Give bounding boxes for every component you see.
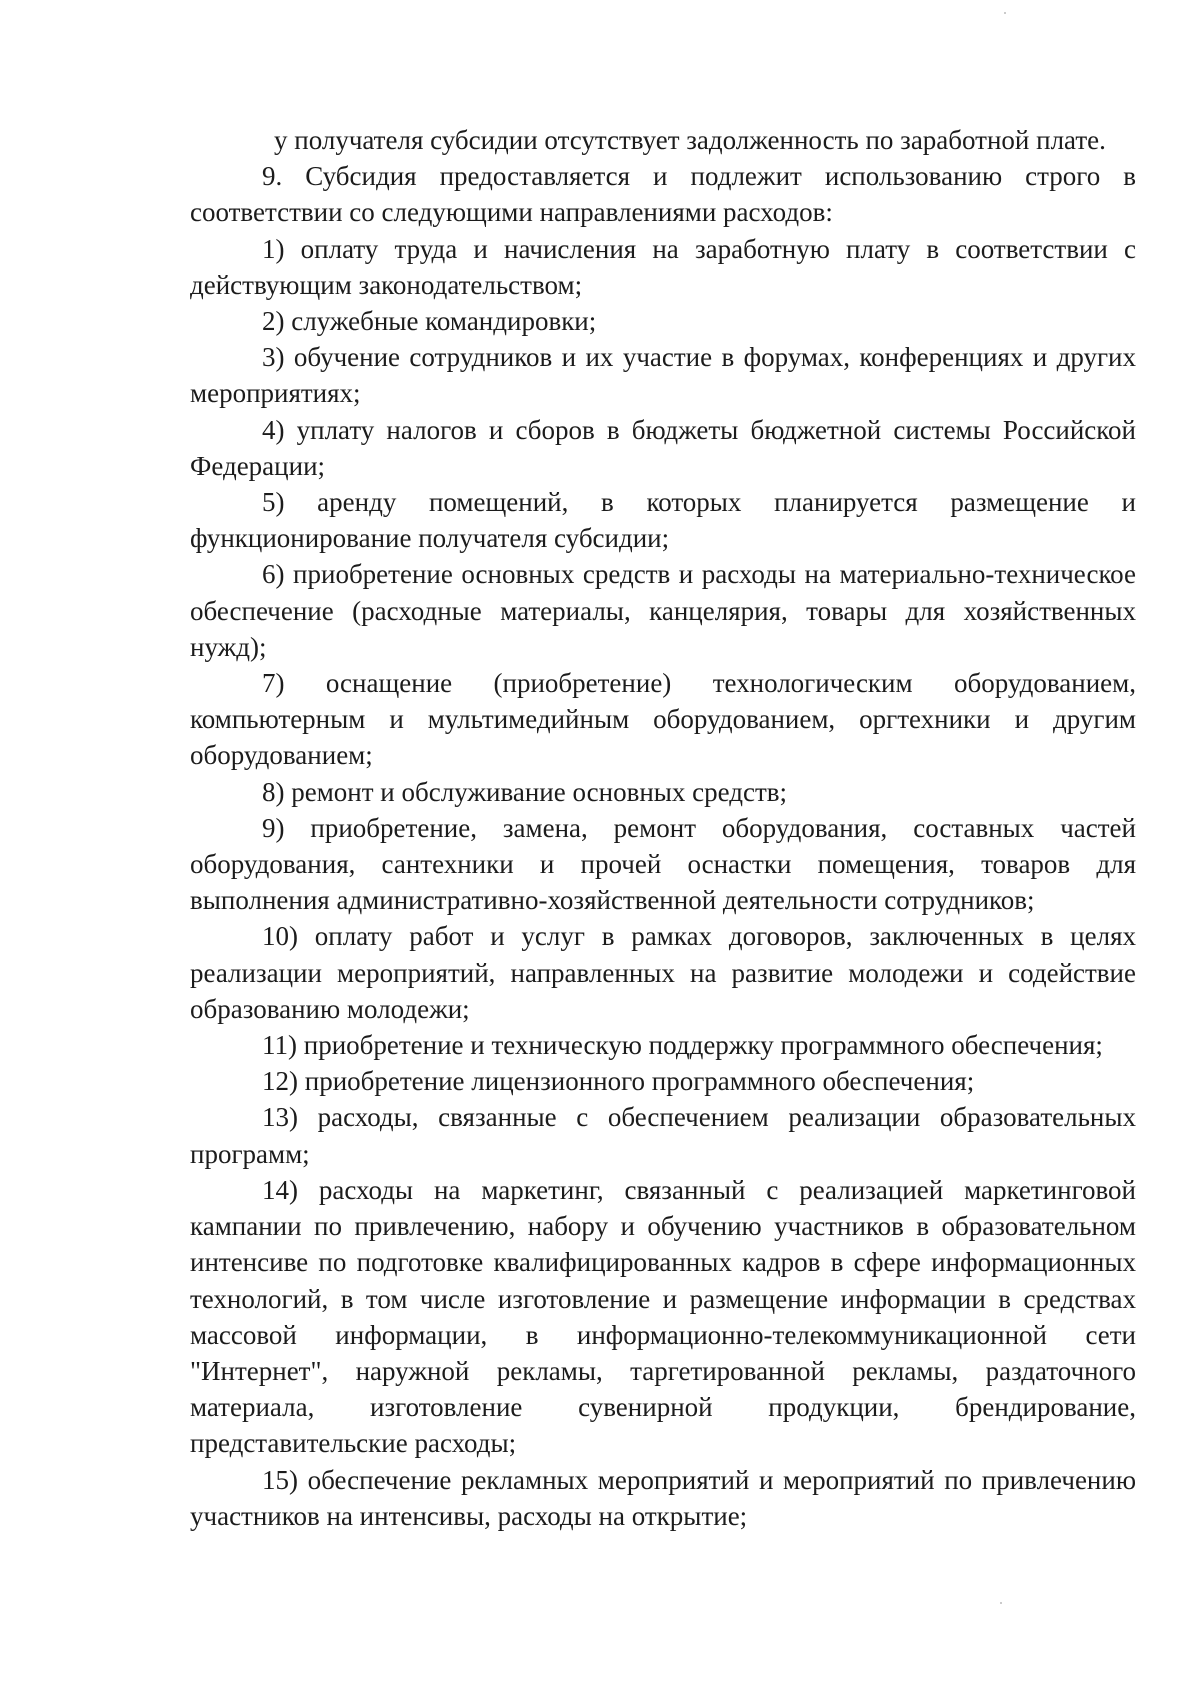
list-item-9: 9) приобретение, замена, ремонт оборудования, составных частей оборудования, сантехники и прочей оснастки помещения, товаров для выполнения административно-хозяйственной деятельности сотрудников;: [190, 812, 1136, 916]
list-item-12: 12) приобретение лицензионного программного обеспечения;: [262, 1066, 975, 1097]
document-body: [190, 122, 1136, 1534]
list-item-8: 8) ремонт и обслуживание основных средств;: [262, 776, 788, 807]
list-item-15: 15) обеспечение рекламных мероприятий и мероприятий по привлечению участников на интенсивы, расходы на открытие;: [190, 1464, 1136, 1531]
list-item-6: 6) приобретение основных средств и расходы на материально-техническое обеспечение (расходные материалы, канцелярия, товары для хозяйственных нужд);: [190, 559, 1136, 662]
list-item-1: 1) оплату труда и начисления на заработную плату в соответствии с действующим законодательством;: [190, 233, 1136, 300]
list-item-7: 7) оснащение (приобретение) технологическим оборудованием, компьютерным и мультимедийным оборудованием, оргтехники и другим оборудованием;: [190, 668, 1136, 771]
list-item-2: 2) служебные командировки;: [262, 306, 597, 337]
scan-speck: [1000, 1602, 1002, 1604]
list-item-10: 10) оплату работ и услуг в рамках договоров, заключенных в целях реализации мероприятий, направленных на развитие молодежи и содействие образованию молодежи;: [190, 921, 1136, 1024]
list-item-11: 11) приобретение и техническую поддержку программного обеспечения;: [262, 1030, 1103, 1061]
paragraph-continuation: у получателя субсидии отсутствует задолженность по заработной плате.: [274, 125, 1106, 155]
list-item-13: 13) расходы, связанные с обеспечением реализации образовательных программ;: [190, 1102, 1136, 1169]
scan-speck: [1004, 12, 1006, 14]
paragraph-clause-9: 9. Субсидия предоставляется и подлежит использованию строго в соответствии со следующими направлениями расходов:: [190, 161, 1136, 228]
list-item-3: 3) обучение сотрудников и их участие в форумах, конференциях и других мероприятиях;: [190, 342, 1136, 409]
list-item-4: 4) уплату налогов и сборов в бюджеты бюджетной системы Российской Федерации;: [190, 414, 1136, 481]
list-item-5: 5) аренду помещений, в которых планируется размещение и функционирование получателя субсидии;: [190, 487, 1136, 554]
list-item-14: 14) расходы на маркетинг, связанный с реализацией маркетинговой кампании по привлечению, набору и обучению участников в образовательном интенсиве по подготовке квалифицированных кадров в сфере информационных технологий, в том числе изготовление и размещение информации в средствах массовой информации, в информационно-телекоммуникационной сети "Интернет", наружной рекламы, таргетированной рекламы, раздаточного материала, изготовление сувенирной продукции, брендирование, представительские расходы;: [190, 1174, 1136, 1459]
